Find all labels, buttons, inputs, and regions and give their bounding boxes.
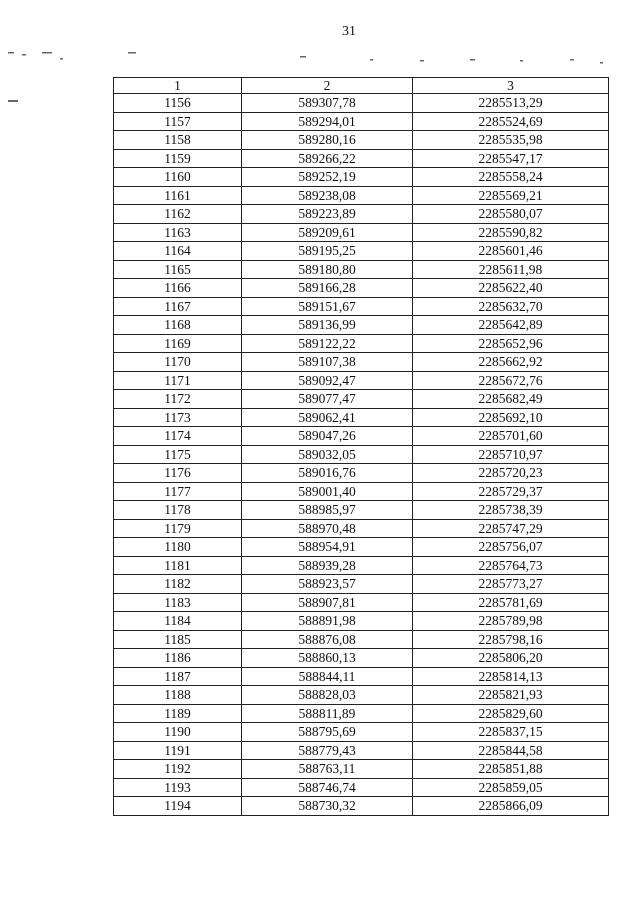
table-row	[114, 612, 609, 631]
point-number-cell: 1182	[114, 575, 242, 594]
x-coordinate-cell: 588763,11	[242, 760, 413, 779]
table-row	[114, 741, 609, 760]
table-row	[114, 260, 609, 279]
point-number-cell: 1171	[114, 371, 242, 390]
x-coordinate-cell: 589223,89	[242, 205, 413, 224]
table-row	[114, 686, 609, 705]
point-number-cell: 1190	[114, 723, 242, 742]
point-number-cell: 1168	[114, 316, 242, 335]
point-number-cell: 1193	[114, 778, 242, 797]
point-number-cell: 1173	[114, 408, 242, 427]
table-row	[114, 630, 609, 649]
y-coordinate-cell: 2285837,15	[413, 723, 609, 742]
y-coordinate-cell: 2285535,98	[413, 131, 609, 150]
y-coordinate-cell: 2285720,23	[413, 464, 609, 483]
x-coordinate-cell: 588844,11	[242, 667, 413, 686]
x-coordinate-cell: 589107,38	[242, 353, 413, 372]
point-number-cell: 1180	[114, 538, 242, 557]
page-number: 31	[342, 24, 356, 39]
x-coordinate-cell: 589307,78	[242, 94, 413, 113]
x-coordinate-cell: 588970,48	[242, 519, 413, 538]
table-row	[114, 316, 609, 335]
point-number-cell: 1187	[114, 667, 242, 686]
y-coordinate-cell: 2285821,93	[413, 686, 609, 705]
table-row	[114, 501, 609, 520]
point-number-cell: 1186	[114, 649, 242, 668]
table-row	[114, 149, 609, 168]
column-header-3: 3	[413, 78, 609, 94]
x-coordinate-cell: 589180,80	[242, 260, 413, 279]
table-row	[114, 168, 609, 187]
table-row	[114, 94, 609, 113]
y-coordinate-cell: 2285859,05	[413, 778, 609, 797]
point-number-cell: 1167	[114, 297, 242, 316]
y-coordinate-cell: 2285632,70	[413, 297, 609, 316]
point-number-cell: 1164	[114, 242, 242, 261]
table-row	[114, 797, 609, 816]
point-number-cell: 1184	[114, 612, 242, 631]
x-coordinate-cell: 589136,99	[242, 316, 413, 335]
y-coordinate-cell: 2285806,20	[413, 649, 609, 668]
point-number-cell: 1170	[114, 353, 242, 372]
x-coordinate-cell: 588828,03	[242, 686, 413, 705]
table-row	[114, 704, 609, 723]
y-coordinate-cell: 2285738,39	[413, 501, 609, 520]
y-coordinate-cell: 2285524,69	[413, 112, 609, 131]
y-coordinate-cell: 2285558,24	[413, 168, 609, 187]
x-coordinate-cell: 589077,47	[242, 390, 413, 409]
y-coordinate-cell: 2285814,13	[413, 667, 609, 686]
y-coordinate-cell: 2285580,07	[413, 205, 609, 224]
x-coordinate-cell: 588730,32	[242, 797, 413, 816]
y-coordinate-cell: 2285789,98	[413, 612, 609, 631]
point-number-cell: 1176	[114, 464, 242, 483]
point-number-cell: 1188	[114, 686, 242, 705]
point-number-cell: 1161	[114, 186, 242, 205]
point-number-cell: 1175	[114, 445, 242, 464]
x-coordinate-cell: 588907,81	[242, 593, 413, 612]
x-coordinate-cell: 588746,74	[242, 778, 413, 797]
y-coordinate-cell: 2285764,73	[413, 556, 609, 575]
point-number-cell: 1162	[114, 205, 242, 224]
point-number-cell: 1157	[114, 112, 242, 131]
x-coordinate-cell: 588779,43	[242, 741, 413, 760]
table-row	[114, 371, 609, 390]
y-coordinate-cell: 2285682,49	[413, 390, 609, 409]
y-coordinate-cell: 2285729,37	[413, 482, 609, 501]
y-coordinate-cell: 2285756,07	[413, 538, 609, 557]
x-coordinate-cell: 588954,91	[242, 538, 413, 557]
point-number-cell: 1191	[114, 741, 242, 760]
y-coordinate-cell: 2285798,16	[413, 630, 609, 649]
table-row	[114, 131, 609, 150]
table-row	[114, 593, 609, 612]
point-number-cell: 1160	[114, 168, 242, 187]
table-row	[114, 778, 609, 797]
table-row	[114, 667, 609, 686]
header-row	[114, 78, 609, 94]
point-number-cell: 1194	[114, 797, 242, 816]
point-number-cell: 1165	[114, 260, 242, 279]
x-coordinate-cell: 588876,08	[242, 630, 413, 649]
y-coordinate-cell: 2285781,69	[413, 593, 609, 612]
table-row	[114, 242, 609, 261]
y-coordinate-cell: 2285601,46	[413, 242, 609, 261]
table-row	[114, 482, 609, 501]
y-coordinate-cell: 2285866,09	[413, 797, 609, 816]
table-row	[114, 353, 609, 372]
point-number-cell: 1163	[114, 223, 242, 242]
table-row	[114, 464, 609, 483]
x-coordinate-cell: 589047,26	[242, 427, 413, 446]
table-row	[114, 538, 609, 557]
column-header-1: 1	[114, 78, 242, 94]
table-row	[114, 556, 609, 575]
y-coordinate-cell: 2285513,29	[413, 94, 609, 113]
x-coordinate-cell: 588891,98	[242, 612, 413, 631]
table-row	[114, 575, 609, 594]
table-row	[114, 649, 609, 668]
x-coordinate-cell: 588923,57	[242, 575, 413, 594]
coordinates-table	[113, 77, 609, 816]
table-row	[114, 519, 609, 538]
y-coordinate-cell: 2285844,58	[413, 741, 609, 760]
table-body	[114, 94, 609, 816]
x-coordinate-cell: 588939,28	[242, 556, 413, 575]
x-coordinate-cell: 589062,41	[242, 408, 413, 427]
table-row	[114, 205, 609, 224]
table-row	[114, 390, 609, 409]
y-coordinate-cell: 2285590,82	[413, 223, 609, 242]
y-coordinate-cell: 2285701,60	[413, 427, 609, 446]
x-coordinate-cell: 588860,13	[242, 649, 413, 668]
table-row	[114, 408, 609, 427]
y-coordinate-cell: 2285662,92	[413, 353, 609, 372]
x-coordinate-cell: 589016,76	[242, 464, 413, 483]
table-row	[114, 334, 609, 353]
x-coordinate-cell: 588985,97	[242, 501, 413, 520]
x-coordinate-cell: 589280,16	[242, 131, 413, 150]
y-coordinate-cell: 2285622,40	[413, 279, 609, 298]
x-coordinate-cell: 589001,40	[242, 482, 413, 501]
x-coordinate-cell: 589294,01	[242, 112, 413, 131]
point-number-cell: 1183	[114, 593, 242, 612]
y-coordinate-cell: 2285672,76	[413, 371, 609, 390]
y-coordinate-cell: 2285829,60	[413, 704, 609, 723]
point-number-cell: 1156	[114, 94, 242, 113]
y-coordinate-cell: 2285642,89	[413, 316, 609, 335]
point-number-cell: 1185	[114, 630, 242, 649]
x-coordinate-cell: 589032,05	[242, 445, 413, 464]
table-row	[114, 279, 609, 298]
table-row	[114, 445, 609, 464]
y-coordinate-cell: 2285692,10	[413, 408, 609, 427]
table-row	[114, 723, 609, 742]
point-number-cell: 1189	[114, 704, 242, 723]
y-coordinate-cell: 2285773,27	[413, 575, 609, 594]
table-row	[114, 186, 609, 205]
point-number-cell: 1166	[114, 279, 242, 298]
point-number-cell: 1174	[114, 427, 242, 446]
x-coordinate-cell: 589122,22	[242, 334, 413, 353]
x-coordinate-cell: 589151,67	[242, 297, 413, 316]
x-coordinate-cell: 588811,89	[242, 704, 413, 723]
point-number-cell: 1177	[114, 482, 242, 501]
point-number-cell: 1169	[114, 334, 242, 353]
point-number-cell: 1192	[114, 760, 242, 779]
point-number-cell: 1179	[114, 519, 242, 538]
y-coordinate-cell: 2285851,88	[413, 760, 609, 779]
y-coordinate-cell: 2285611,98	[413, 260, 609, 279]
point-number-cell: 1172	[114, 390, 242, 409]
y-coordinate-cell: 2285710,97	[413, 445, 609, 464]
table-row	[114, 223, 609, 242]
point-number-cell: 1181	[114, 556, 242, 575]
x-coordinate-cell: 588795,69	[242, 723, 413, 742]
y-coordinate-cell: 2285652,96	[413, 334, 609, 353]
x-coordinate-cell: 589195,25	[242, 242, 413, 261]
table-row	[114, 297, 609, 316]
x-coordinate-cell: 589238,08	[242, 186, 413, 205]
table-row	[114, 112, 609, 131]
y-coordinate-cell: 2285547,17	[413, 149, 609, 168]
x-coordinate-cell: 589092,47	[242, 371, 413, 390]
column-header-2: 2	[242, 78, 413, 94]
point-number-cell: 1178	[114, 501, 242, 520]
x-coordinate-cell: 589252,19	[242, 168, 413, 187]
table-row	[114, 427, 609, 446]
point-number-cell: 1159	[114, 149, 242, 168]
x-coordinate-cell: 589266,22	[242, 149, 413, 168]
x-coordinate-cell: 589209,61	[242, 223, 413, 242]
coordinates-table-container	[113, 77, 608, 816]
table-row	[114, 760, 609, 779]
x-coordinate-cell: 589166,28	[242, 279, 413, 298]
point-number-cell: 1158	[114, 131, 242, 150]
y-coordinate-cell: 2285747,29	[413, 519, 609, 538]
y-coordinate-cell: 2285569,21	[413, 186, 609, 205]
